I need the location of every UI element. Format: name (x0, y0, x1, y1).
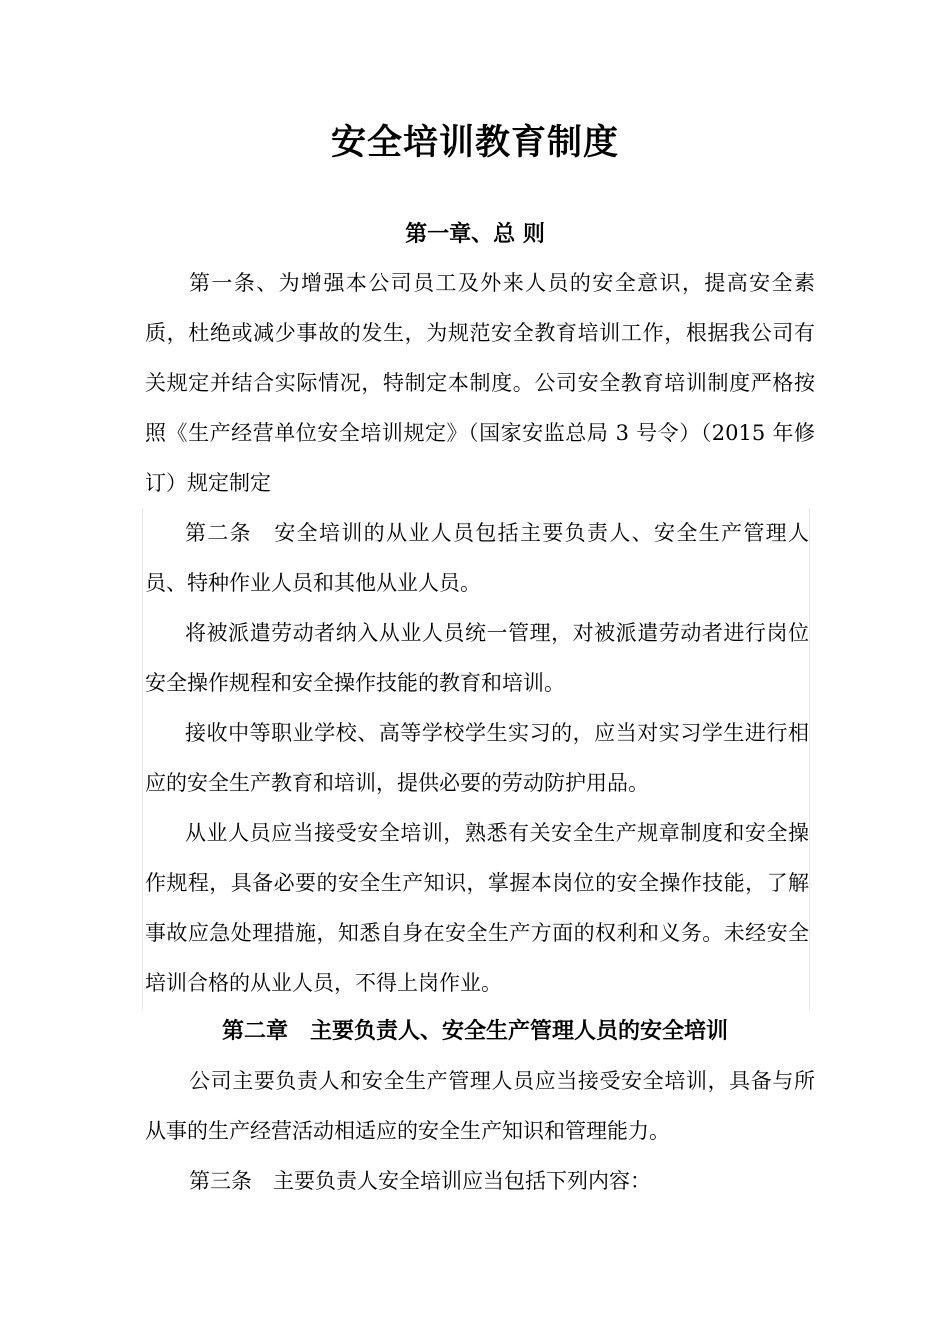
document-title: 安全培训教育制度 (330, 122, 619, 163)
article-2-paragraph: 第二条 安全培训的从业人员包括主要负责人、安全生产管理人员、特种作业人员和其他从业人员。 (145, 521, 809, 595)
chapter-1-heading: 第一章、总 则 (405, 221, 545, 247)
article-3-paragraph: 第三条 主要负责人安全培训应当包括下列内容： (189, 1169, 651, 1193)
chapter-2-heading: 第二章 主要负责人、安全生产管理人员的安全培训 (221, 1018, 728, 1044)
employee-training-paragraph: 从业人员应当接受安全培训，熟悉有关安全生产规章制度和安全操作规程，具备必要的安全生产知识，掌握本岗位的安全操作技能，了解事故应急处理措施，知悉自身在安全生产方面的权利和义务。未经安全培训合格的从业人员，不得上岗作业。 (145, 821, 809, 995)
bordered-text-block (142, 508, 810, 1010)
article-1-paragraph: 第一条、为增强本公司员工及外来人员的安全意识，提高安全素质，杜绝或减少事故的发生，为规范安全教育培训工作，根据我公司有关规定并结合实际情况，特制定本制度。公司安全教育培训制度严格按照《生产经营单位安全培训规定》（国家安监总局 3 号令）（2015 年修订）规定制定 (145, 271, 815, 495)
dispatched-workers-paragraph: 将被派遣劳动者纳入从业人员统一管理，对被派遣劳动者进行岗位安全操作规程和安全操作技能的教育和培训。 (145, 621, 809, 695)
chapter-2-intro-paragraph: 公司主要负责人和安全生产管理人员应当接受安全培训，具备与所从事的生产经营活动相适应的安全生产知识和管理能力。 (145, 1069, 815, 1143)
student-interns-paragraph: 接收中等职业学校、高等学校学生实习的，应当对实习学生进行相应的安全生产教育和培训，提供必要的劳动防护用品。 (145, 721, 809, 795)
